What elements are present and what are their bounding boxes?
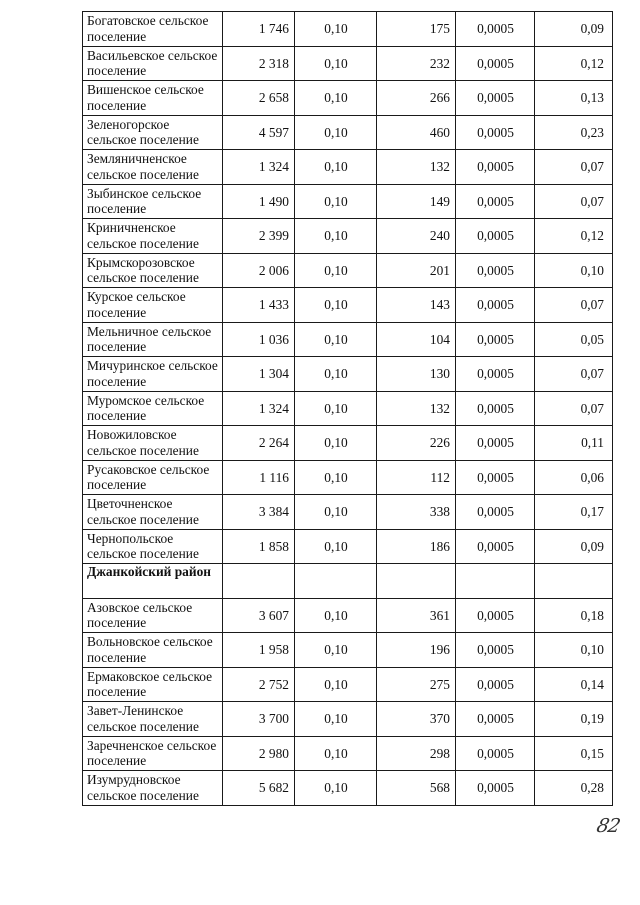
population-value: 1 324 <box>223 391 295 426</box>
table-row <box>83 12 613 47</box>
result-value: 0,17 <box>535 495 613 530</box>
rate-value: 0,10 <box>295 529 377 564</box>
settlement-name: Вишенское сельское поселение <box>83 81 223 116</box>
population-value: 2 318 <box>223 46 295 81</box>
coefficient-value: 0,0005 <box>456 12 535 47</box>
settlement-name: Завет-Ленинское сельское поселение <box>83 702 223 737</box>
table-row <box>83 322 613 357</box>
coefficient-value: 0,0005 <box>456 736 535 771</box>
coefficient-value: 0,0005 <box>456 115 535 150</box>
settlement-name: Русаковское сельское поселение <box>83 460 223 495</box>
population-value: 2 006 <box>223 253 295 288</box>
rate-value: 0,10 <box>295 322 377 357</box>
settlement-name: Цветочненское сельское поселение <box>83 495 223 530</box>
result-value: 0,14 <box>535 667 613 702</box>
coefficient-value: 0,0005 <box>456 219 535 254</box>
population-value: 1 304 <box>223 357 295 392</box>
count-value: 201 <box>377 253 456 288</box>
result-value <box>535 564 613 599</box>
count-value <box>377 564 456 599</box>
rate-value: 0,10 <box>295 771 377 806</box>
result-value: 0,05 <box>535 322 613 357</box>
settlement-name: Ермаковское сельское поселение <box>83 667 223 702</box>
settlement-name: Мельничное сельское поселение <box>83 322 223 357</box>
rate-value: 0,10 <box>295 495 377 530</box>
coefficient-value: 0,0005 <box>456 771 535 806</box>
table-row <box>83 529 613 564</box>
coefficient-value: 0,0005 <box>456 46 535 81</box>
coefficient-value: 0,0005 <box>456 460 535 495</box>
result-value: 0,07 <box>535 357 613 392</box>
population-value: 2 264 <box>223 426 295 461</box>
settlement-name: Новожиловское сельское поселение <box>83 426 223 461</box>
table-row <box>83 460 613 495</box>
table-row <box>83 81 613 116</box>
population-value: 1 858 <box>223 529 295 564</box>
table-row <box>83 115 613 150</box>
table-row <box>83 633 613 668</box>
result-value: 0,07 <box>535 391 613 426</box>
population-value: 1 958 <box>223 633 295 668</box>
table-row <box>83 253 613 288</box>
coefficient-value: 0,0005 <box>456 253 535 288</box>
result-value: 0,07 <box>535 184 613 219</box>
count-value: 460 <box>377 115 456 150</box>
count-value: 240 <box>377 219 456 254</box>
settlement-name: Курское сельское поселение <box>83 288 223 323</box>
result-value: 0,07 <box>535 288 613 323</box>
population-value: 4 597 <box>223 115 295 150</box>
table-row <box>83 46 613 81</box>
result-value: 0,10 <box>535 253 613 288</box>
settlement-name: Зыбинское сельское поселение <box>83 184 223 219</box>
rate-value: 0,10 <box>295 357 377 392</box>
settlement-name: Земляничненское сельское поселение <box>83 150 223 185</box>
rate-value: 0,10 <box>295 598 377 633</box>
count-value: 275 <box>377 667 456 702</box>
population-value <box>223 564 295 599</box>
rate-value: 0,10 <box>295 667 377 702</box>
coefficient-value: 0,0005 <box>456 322 535 357</box>
table-row <box>83 426 613 461</box>
table-row <box>83 391 613 426</box>
table-row <box>83 771 613 806</box>
settlement-name: Заречненское сельское поселение <box>83 736 223 771</box>
result-value: 0,28 <box>535 771 613 806</box>
table-row <box>83 184 613 219</box>
rate-value: 0,10 <box>295 150 377 185</box>
count-value: 361 <box>377 598 456 633</box>
count-value: 132 <box>377 391 456 426</box>
rate-value: 0,10 <box>295 253 377 288</box>
count-value: 149 <box>377 184 456 219</box>
result-value: 0,10 <box>535 633 613 668</box>
coefficient-value <box>456 564 535 599</box>
population-value: 3 700 <box>223 702 295 737</box>
settlement-name: Изумрудновское сельское поселение <box>83 771 223 806</box>
coefficient-value: 0,0005 <box>456 702 535 737</box>
table-row <box>83 736 613 771</box>
coefficient-value: 0,0005 <box>456 81 535 116</box>
handwritten-page-number: 82 <box>594 815 622 837</box>
settlement-name: Азовское сельское поселение <box>83 598 223 633</box>
rate-value: 0,10 <box>295 12 377 47</box>
rate-value: 0,10 <box>295 391 377 426</box>
rate-value: 0,10 <box>295 288 377 323</box>
result-value: 0,12 <box>535 46 613 81</box>
count-value: 266 <box>377 81 456 116</box>
count-value: 568 <box>377 771 456 806</box>
count-value: 196 <box>377 633 456 668</box>
coefficient-value: 0,0005 <box>456 529 535 564</box>
table-row <box>83 219 613 254</box>
rate-value: 0,10 <box>295 184 377 219</box>
population-value: 2 658 <box>223 81 295 116</box>
population-value: 1 324 <box>223 150 295 185</box>
coefficient-value: 0,0005 <box>456 150 535 185</box>
settlement-name: Чернопольское сельское поселение <box>83 529 223 564</box>
population-value: 2 752 <box>223 667 295 702</box>
population-value: 1 116 <box>223 460 295 495</box>
coefficient-value: 0,0005 <box>456 184 535 219</box>
result-value: 0,09 <box>535 12 613 47</box>
result-value: 0,23 <box>535 115 613 150</box>
result-value: 0,07 <box>535 150 613 185</box>
table-row <box>83 598 613 633</box>
count-value: 186 <box>377 529 456 564</box>
rate-value: 0,10 <box>295 219 377 254</box>
settlement-name: Васильевское сельское поселение <box>83 46 223 81</box>
population-value: 2 980 <box>223 736 295 771</box>
settlement-name: Мичуринское сельское поселение <box>83 357 223 392</box>
coefficient-value: 0,0005 <box>456 598 535 633</box>
table-row <box>83 150 613 185</box>
table-row <box>83 495 613 530</box>
result-value: 0,18 <box>535 598 613 633</box>
population-value: 1 036 <box>223 322 295 357</box>
coefficient-value: 0,0005 <box>456 357 535 392</box>
population-value: 1 746 <box>223 12 295 47</box>
count-value: 130 <box>377 357 456 392</box>
district-heading-row <box>83 564 613 599</box>
settlements-table <box>82 11 613 806</box>
settlement-name: Крымскорозовское сельское поселение <box>83 253 223 288</box>
count-value: 175 <box>377 12 456 47</box>
count-value: 226 <box>377 426 456 461</box>
settlement-name: Криничненское сельское поселение <box>83 219 223 254</box>
rate-value: 0,10 <box>295 633 377 668</box>
count-value: 132 <box>377 150 456 185</box>
result-value: 0,15 <box>535 736 613 771</box>
settlement-name: Вольновское сельское поселение <box>83 633 223 668</box>
population-value: 3 384 <box>223 495 295 530</box>
result-value: 0,13 <box>535 81 613 116</box>
coefficient-value: 0,0005 <box>456 288 535 323</box>
coefficient-value: 0,0005 <box>456 391 535 426</box>
coefficient-value: 0,0005 <box>456 495 535 530</box>
settlement-name: Муромское сельское поселение <box>83 391 223 426</box>
count-value: 370 <box>377 702 456 737</box>
result-value: 0,11 <box>535 426 613 461</box>
table-row <box>83 357 613 392</box>
count-value: 143 <box>377 288 456 323</box>
settlement-name: Зеленогорское сельское поселение <box>83 115 223 150</box>
rate-value: 0,10 <box>295 460 377 495</box>
rate-value: 0,10 <box>295 115 377 150</box>
table-row <box>83 667 613 702</box>
coefficient-value: 0,0005 <box>456 633 535 668</box>
rate-value: 0,10 <box>295 426 377 461</box>
population-value: 3 607 <box>223 598 295 633</box>
table-body <box>83 12 613 806</box>
district-name: Джанкойский район <box>83 564 223 599</box>
coefficient-value: 0,0005 <box>456 426 535 461</box>
coefficient-value: 0,0005 <box>456 667 535 702</box>
result-value: 0,19 <box>535 702 613 737</box>
population-value: 1 490 <box>223 184 295 219</box>
table-row <box>83 702 613 737</box>
count-value: 112 <box>377 460 456 495</box>
count-value: 298 <box>377 736 456 771</box>
settlement-name: Богатовское сельское поселение <box>83 12 223 47</box>
rate-value: 0,10 <box>295 702 377 737</box>
table-row <box>83 288 613 323</box>
population-value: 5 682 <box>223 771 295 806</box>
rate-value <box>295 564 377 599</box>
result-value: 0,09 <box>535 529 613 564</box>
population-value: 2 399 <box>223 219 295 254</box>
count-value: 104 <box>377 322 456 357</box>
result-value: 0,12 <box>535 219 613 254</box>
count-value: 232 <box>377 46 456 81</box>
rate-value: 0,10 <box>295 46 377 81</box>
population-value: 1 433 <box>223 288 295 323</box>
rate-value: 0,10 <box>295 736 377 771</box>
count-value: 338 <box>377 495 456 530</box>
result-value: 0,06 <box>535 460 613 495</box>
rate-value: 0,10 <box>295 81 377 116</box>
